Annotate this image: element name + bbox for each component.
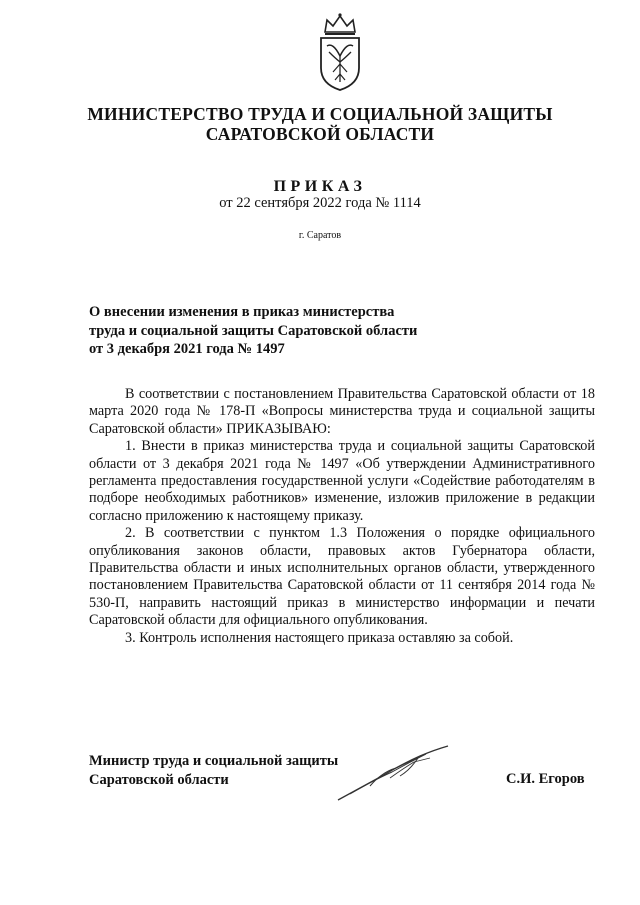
order-body [89,386,595,647]
subject-line: труда и социальной защиты Саратовской области [89,322,418,339]
subject-line: О внесении изменения в приказ министерства [89,304,395,320]
signatory-position-line: Саратовской области [89,772,229,788]
signatory-position-line: Министр труда и социальной защиты [89,753,339,769]
order-city: г. Саратов [298,230,342,241]
handwritten-signature-icon [330,742,460,806]
ministry-name-line2: САРАТОВСКОЙ ОБЛАСТИ [205,124,435,144]
body-paragraph: 1. Внести в приказ министерства труда и социальной защиты Саратовской области от 3 декабря 2021 года № 1497 «Об утверждении Административного регламента предоставления государственной услуги «Содействие работодателям в подборе необходимых работников» изменение, изложив приложение в редакции согласно приложению к настоящему приказу. [89,438,595,524]
ministry-name-line1: МИНИСТЕРСТВО ТРУДА И СОЦИАЛЬНОЙ ЗАЩИТЫ [87,104,553,124]
subject-line: от 3 декабря 2021 года № 1497 [89,341,285,357]
body-paragraph: 3. Контроль исполнения настоящего приказа оставляю за собой. [125,629,514,646]
order-subject [89,303,489,359]
body-paragraph: В соответствии с постановлением Правительства Саратовской области от 18 марта 2020 года № 178-П «Вопросы министерства труда и социальной защиты Саратовской области» ПРИКАЗЫВАЮ: [89,386,595,437]
document-title: ПРИКАЗ [273,178,367,195]
coat-of-arms-icon [313,12,367,92]
signatory-position [89,752,369,790]
body-paragraph: 2. В соответствии с пунктом 1.3 Положения о порядке официального опубликования законов области, правовых актов Губернатора области, Правительства области и иных исполнительных органов области, утвержденного постановлением Правительства Саратовской области от 11 сентября 2014 года № 530-П, направить настоящий приказ в министерство информации и печати Саратовской области для официального опубликования. [89,525,595,629]
order-date-number: от 22 сентября 2022 года № 1114 [219,195,421,211]
signatory-name: С.И. Егоров [506,771,585,787]
